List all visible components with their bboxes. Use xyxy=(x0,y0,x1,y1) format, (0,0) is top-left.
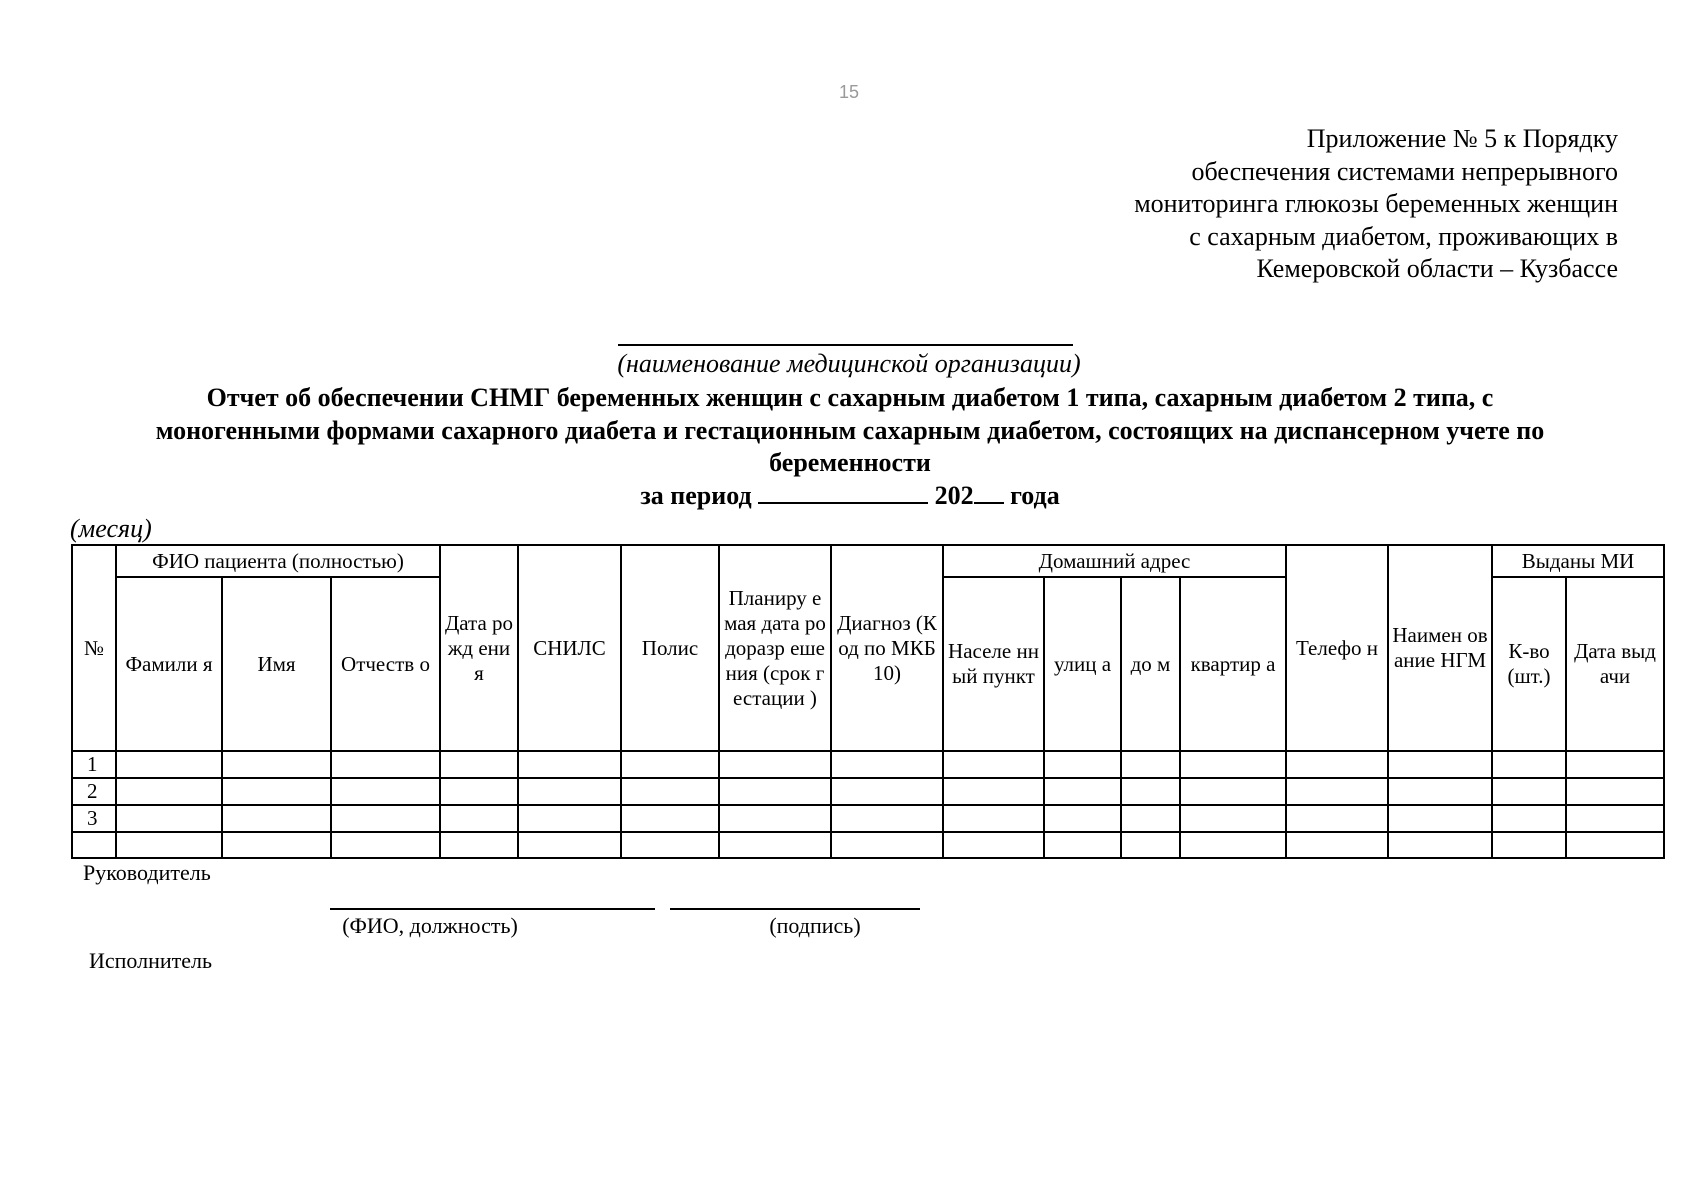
table-cell[interactable] xyxy=(1044,778,1121,805)
period-year: 202 xyxy=(934,480,974,510)
table-cell[interactable] xyxy=(719,751,831,778)
header-street: улиц а xyxy=(1044,577,1121,751)
table-cell[interactable] xyxy=(222,751,331,778)
header-phone: Телефо н xyxy=(1286,545,1388,751)
table-row xyxy=(72,832,1664,858)
header-surname: Фамили я xyxy=(116,577,222,751)
table-cell[interactable] xyxy=(518,778,621,805)
table-cell[interactable] xyxy=(1566,805,1664,832)
table-cell[interactable] xyxy=(440,751,518,778)
table-cell[interactable] xyxy=(1566,751,1664,778)
table-cell[interactable] xyxy=(440,805,518,832)
table-cell[interactable] xyxy=(440,778,518,805)
header-snils: СНИЛС xyxy=(518,545,621,751)
table-cell[interactable] xyxy=(943,778,1044,805)
header-fio-group: ФИО пациента (полностью) xyxy=(116,545,440,577)
table-cell[interactable] xyxy=(1566,778,1664,805)
table-cell[interactable] xyxy=(1388,832,1492,858)
table-cell[interactable] xyxy=(116,778,222,805)
table-cell[interactable] xyxy=(1492,805,1566,832)
table-cell[interactable] xyxy=(116,751,222,778)
table-cell[interactable] xyxy=(943,751,1044,778)
table-cell[interactable] xyxy=(440,832,518,858)
table-cell[interactable] xyxy=(1492,832,1566,858)
organization-name-blank[interactable] xyxy=(618,344,1073,346)
header-diagnosis: Диагноз (Код по МКБ 10) xyxy=(831,545,943,751)
header-birth-date: Дата рожд ения xyxy=(440,545,518,751)
table-cell[interactable] xyxy=(1388,751,1492,778)
table-cell[interactable] xyxy=(518,832,621,858)
table-cell[interactable] xyxy=(831,805,943,832)
row-number: 2 xyxy=(72,778,116,805)
table-cell[interactable] xyxy=(116,805,222,832)
period-suffix: года xyxy=(1010,480,1060,510)
appendix-line: Приложение № 5 к Порядку xyxy=(1306,124,1618,153)
title-line: моногенными формами сахарного диабета и гестационным сахарным диабетом, состоящих на диспансерном учете по xyxy=(155,415,1545,445)
table-cell[interactable] xyxy=(1492,751,1566,778)
report-period xyxy=(60,480,1640,513)
organization-caption: (наименование медицинской организации) xyxy=(617,349,1081,378)
table-row xyxy=(72,778,1664,805)
table-cell[interactable] xyxy=(1044,805,1121,832)
row-number: 1 xyxy=(72,751,116,778)
header-issue-date: Дата выдачи xyxy=(1566,577,1664,751)
table-cell[interactable] xyxy=(1121,832,1180,858)
period-prefix: за период xyxy=(640,480,752,510)
table-cell[interactable] xyxy=(719,805,831,832)
table-cell[interactable] xyxy=(116,832,222,858)
report-table xyxy=(71,544,1665,859)
header-issued-group: Выданы МИ xyxy=(1492,545,1664,577)
header-settlement: Населе нный пункт xyxy=(943,577,1044,751)
row-number: 3 xyxy=(72,805,116,832)
header-planned-delivery: Планиру емая дата родоразр ешения (срок гестации ) xyxy=(719,545,831,751)
title-line: Отчет об обеспечении СНМГ беременных женщин с сахарным диабетом 1 типа, сахарным диабетом 2 типа, с xyxy=(206,383,1494,412)
month-caption: (месяц) xyxy=(70,514,152,543)
table-cell[interactable] xyxy=(943,805,1044,832)
header-quantity: К-во (шт.) xyxy=(1492,577,1566,751)
table-cell[interactable] xyxy=(518,751,621,778)
table-cell[interactable] xyxy=(1121,751,1180,778)
appendix-line: обеспечения системами непрерывного xyxy=(1191,156,1618,186)
header-address-group: Домашний адрес xyxy=(943,545,1286,577)
header-name: Имя xyxy=(222,577,331,751)
period-year-blank[interactable] xyxy=(974,480,1004,504)
report-title xyxy=(60,382,1640,512)
header-policy: Полис xyxy=(621,545,719,751)
table-cell[interactable] xyxy=(1388,778,1492,805)
header-house: до м xyxy=(1121,577,1180,751)
fio-position-caption: (ФИО, должность) xyxy=(342,913,518,938)
table-cell[interactable] xyxy=(831,832,943,858)
header-number: № xyxy=(72,545,116,751)
table-cell[interactable] xyxy=(621,778,719,805)
page-number: 15 xyxy=(838,82,860,102)
appendix-line: Кемеровской области – Кузбассе xyxy=(1256,254,1618,283)
period-month-blank[interactable] xyxy=(758,480,928,504)
table-cell[interactable] xyxy=(518,805,621,832)
head-label: Руководитель xyxy=(83,860,211,885)
table-cell[interactable] xyxy=(719,832,831,858)
table-row xyxy=(72,751,1664,778)
appendix-note xyxy=(998,123,1618,286)
table-cell[interactable] xyxy=(222,778,331,805)
title-line: беременности xyxy=(769,448,931,477)
header-apartment: квартир а xyxy=(1180,577,1286,751)
table-cell[interactable] xyxy=(1286,805,1388,832)
table-cell[interactable] xyxy=(1044,832,1121,858)
appendix-line: с сахарным диабетом, проживающих в xyxy=(1189,221,1618,251)
table-cell[interactable] xyxy=(1286,751,1388,778)
executor-label: Исполнитель xyxy=(89,948,213,973)
table-cell[interactable] xyxy=(1286,832,1388,858)
table-cell[interactable] xyxy=(1121,805,1180,832)
table-cell[interactable] xyxy=(621,805,719,832)
header-patronymic: Отчеств о xyxy=(331,577,440,751)
signature-caption: (подпись) xyxy=(769,913,861,938)
table-cell[interactable] xyxy=(222,805,331,832)
table-cell[interactable] xyxy=(1388,805,1492,832)
table-cell[interactable] xyxy=(1492,778,1566,805)
table-cell[interactable] xyxy=(222,832,331,858)
table-cell[interactable] xyxy=(719,778,831,805)
table-cell[interactable] xyxy=(1121,778,1180,805)
appendix-line: мониторинга глюкозы беременных женщин xyxy=(1134,189,1618,218)
table-cell[interactable] xyxy=(1180,778,1286,805)
table-cell[interactable] xyxy=(1180,832,1286,858)
table-cell[interactable] xyxy=(831,778,943,805)
table-cell[interactable] xyxy=(331,832,440,858)
table-cell[interactable] xyxy=(831,751,943,778)
fio-position-blank[interactable] xyxy=(330,908,655,910)
table-cell[interactable] xyxy=(1180,751,1286,778)
table-cell[interactable] xyxy=(1566,832,1664,858)
table-cell[interactable] xyxy=(331,751,440,778)
table-row xyxy=(72,805,1664,832)
table-cell[interactable] xyxy=(621,751,719,778)
table-cell[interactable] xyxy=(1180,805,1286,832)
row-number xyxy=(72,832,116,858)
table-cell[interactable] xyxy=(943,832,1044,858)
table-cell[interactable] xyxy=(621,832,719,858)
table-cell[interactable] xyxy=(1044,751,1121,778)
table-cell[interactable] xyxy=(1286,778,1388,805)
table-cell[interactable] xyxy=(331,778,440,805)
signature-blank[interactable] xyxy=(670,908,920,910)
header-ngm-name: Наимен ование НГМ xyxy=(1388,545,1492,751)
table-cell[interactable] xyxy=(331,805,440,832)
